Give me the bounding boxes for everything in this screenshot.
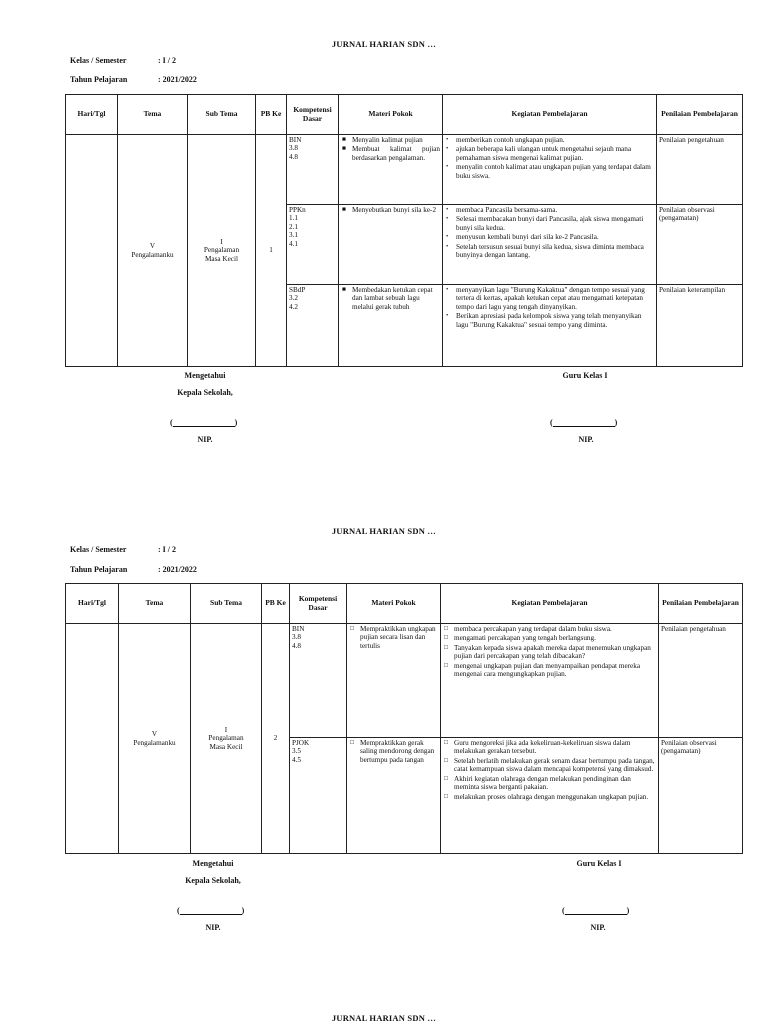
subtema-num: I (224, 725, 228, 734)
hollow-square-bullet-icon: □ (444, 792, 448, 800)
tema-cell (119, 624, 191, 854)
guru-label: Guru Kelas I (576, 859, 622, 868)
paren-close: ) (241, 906, 245, 915)
square-bullet-icon: ■ (342, 136, 346, 143)
kepala-signature-line (170, 418, 237, 427)
table-row (66, 624, 743, 738)
materi-cell (347, 738, 441, 854)
penilaian-cell: Penilaian observasi (pengamatan) (659, 738, 743, 854)
guru-signature-line (562, 906, 629, 915)
kd-code: 4.2 (289, 302, 298, 311)
kegiatan-text: membaca percakapan yang terdapat dalam buku siswa. (454, 625, 612, 633)
col-kegiatan: Kegiatan Pembelajaran (443, 95, 657, 135)
subtema-name1: Pengalaman (208, 734, 244, 743)
journal-2-tahun (70, 565, 197, 574)
col-pb: PB Ke (262, 584, 290, 624)
materi-text: Mempraktikkan gerak saling mendorong dengan bertumpu pada tangan (360, 739, 435, 764)
signature-blank (553, 419, 615, 427)
disc-bullet-icon: • (446, 312, 449, 320)
kegiatan-cell (441, 738, 659, 854)
hollow-square-bullet-icon: □ (350, 739, 354, 746)
kegiatan-text: ajukan beberapa kali ulangan untuk mengetahui sejauh mana pemahaman siswa mengenai kalimat pujian. (456, 145, 632, 162)
kd-code: 3.5 (292, 747, 301, 756)
list-item (443, 775, 656, 792)
tema-num: V (151, 730, 158, 739)
col-materi: Materi Pokok (347, 584, 441, 624)
kd-cell (290, 738, 347, 854)
kegiatan-text: membaca Pancasila bersama-sama. (456, 206, 558, 214)
subtema-cell (188, 135, 256, 367)
col-subtema: Sub Tema (191, 584, 262, 624)
signature-blank (173, 419, 235, 427)
kepala-label: Kepala Sekolah, (185, 876, 241, 885)
mengetahui-label: Mengetahui (184, 371, 226, 380)
hollow-square-bullet-icon: □ (444, 756, 448, 764)
journal-1-kelas (70, 56, 176, 65)
list-item (349, 625, 438, 650)
list-item (349, 739, 438, 764)
tema-cell (118, 135, 188, 367)
materi-text: Mempraktikkan ungkapan pujian secara lisan dan tertulis (360, 625, 436, 650)
col-pb: PB Ke (256, 95, 287, 135)
kegiatan-text: melakukan proses olahraga dengan menggunakan ungkapan pujian. (454, 792, 649, 801)
kegiatan-text: menyalin contoh kalimat atau ungkapan pujian yang terdapat dalam buku siswa. (456, 163, 651, 180)
subtema-name2: Masa Kecil (205, 254, 238, 263)
materi-cell (339, 135, 443, 205)
kd-code: 3.2 (289, 294, 298, 303)
square-bullet-icon: ■ (342, 286, 346, 293)
kegiatan-text: Guru mengoreksi jika ada kekeliruan-kekeliruan siswa dalam melakukan gerakan tersebut. (454, 739, 631, 756)
hollow-square-bullet-icon: □ (444, 625, 448, 632)
pb-cell: 2 (262, 624, 290, 854)
kegiatan-text: menyusun kembali bunyi dari sila ke-2 Pancasila. (456, 233, 599, 242)
list-item (443, 662, 656, 679)
materi-cell (339, 205, 443, 285)
tema-name: Pengalamanku (133, 738, 176, 747)
hollow-square-bullet-icon: □ (444, 643, 448, 651)
kegiatan-text: Akhiri kegiatan olahraga dengan melakukan pendinginan dan meminta siswa berganti pakaian. (454, 774, 631, 792)
materi-text: Menyebutkan bunyi sila ke-2 (352, 206, 437, 214)
kd-code: 2.1 (289, 222, 298, 231)
kd-subject: BIN (292, 625, 305, 633)
kegiatan-cell (443, 135, 657, 205)
disc-bullet-icon: • (446, 242, 449, 250)
kd-cell (290, 624, 347, 738)
tema-name: Pengalamanku (131, 250, 174, 259)
materi-text: Menyalin kalimat pujian (352, 136, 423, 144)
kd-cell (287, 285, 339, 367)
paren-close: ) (234, 418, 238, 427)
kd-code: 4.1 (289, 239, 298, 248)
kelas-value: : I / 2 (158, 56, 176, 65)
kepala-label: Kepala Sekolah, (177, 388, 233, 397)
kegiatan-text: Selesai membacakan bunyi dari Pancasila, ajak siswa mengamati bunyi sila kedua. (456, 215, 644, 232)
guru-nip: NIP. (590, 923, 606, 932)
guru-label: Guru Kelas I (562, 371, 608, 380)
kegiatan-text: mengamati percakapan yang tengah berlangsung. (454, 634, 596, 643)
list-item (445, 243, 654, 260)
paren-open: ( (177, 906, 180, 915)
subtema-name1: Pengalaman (203, 246, 240, 255)
signature-blank (180, 907, 242, 915)
col-kegiatan: Kegiatan Pembelajaran (441, 584, 659, 624)
guru-nip: NIP. (578, 435, 594, 444)
signature-blank (565, 907, 627, 915)
kegiatan-text: Berikan apresiasi pada kelompok siswa yang telah menyanyikan lagu "Burung Kakaktua" sesuai tempo yang diminta. (456, 312, 642, 329)
kegiatan-text: Setelah tersusun sesuai bunyi sila kedua, siswa diminta membaca bunyinya dengan lantang. (456, 242, 644, 260)
kelas-value: : I / 2 (158, 545, 176, 554)
kegiatan-cell (443, 205, 657, 285)
disc-bullet-icon: • (446, 145, 449, 153)
list-item (341, 206, 440, 214)
col-kd: Kompetensi Dasar (287, 95, 339, 135)
disc-bullet-icon: • (446, 136, 449, 143)
list-item (341, 136, 440, 144)
square-bullet-icon: ■ (342, 145, 346, 153)
materi-cell (347, 624, 441, 738)
kd-code: 3.1 (289, 231, 298, 240)
materi-cell (339, 285, 443, 367)
tahun-value: : 2021/2022 (158, 565, 197, 574)
list-item (443, 793, 656, 801)
list-item (341, 145, 440, 162)
kelas-label: Kelas / Semester (70, 56, 127, 65)
hollow-square-bullet-icon: □ (350, 625, 354, 632)
kegiatan-text: Tanyakan kepada siswa apakah mereka dapat menemukan ungkapan pujian dari percakapan yang telah dibacakan? (454, 643, 651, 661)
kd-code: 4.8 (292, 641, 301, 650)
kegiatan-cell (441, 624, 659, 738)
kepala-signature-line (177, 906, 244, 915)
list-item (443, 739, 656, 756)
hari-cell (66, 624, 119, 854)
kepala-nip: NIP. (197, 435, 213, 444)
kd-cell (287, 135, 339, 205)
kegiatan-text: Setelah berlatih melakukan gerak senam dasar bertumpu pada tangan, catat kemampuan siswa dalam mencapai kompetensi yang dimaksud. (454, 756, 655, 774)
kd-subject: PPKn (289, 206, 306, 214)
list-item (445, 206, 654, 214)
kegiatan-text: menyanyikan lagu "Burung Kakaktua" dengan tempo sesuai yang tertera di kertas, apakah ketukan cepat atau mengamati ketepatan tempo dari lagu yang tengah dinyanyikan. (456, 286, 645, 311)
list-item (443, 644, 656, 661)
kegiatan-cell (443, 285, 657, 367)
journal-1-table (65, 94, 743, 367)
square-bullet-icon: ■ (342, 206, 346, 213)
list-item (445, 312, 654, 329)
penilaian-cell: Penilaian keterampilan (657, 285, 743, 367)
col-tema: Tema (119, 584, 191, 624)
tahun-value: : 2021/2022 (158, 75, 197, 84)
hollow-square-bullet-icon: □ (444, 634, 448, 642)
kepala-nip: NIP. (205, 923, 221, 932)
kd-code: 4.5 (292, 755, 301, 764)
mengetahui-label: Mengetahui (192, 859, 234, 868)
col-hari: Hari/Tgl (66, 584, 119, 624)
tema-num: V (149, 242, 156, 251)
col-penilaian: Penilaian Pembelajaran (657, 95, 743, 135)
tahun-label: Tahun Pelajaran (70, 75, 128, 84)
col-kd: Kompetensi Dasar (290, 584, 347, 624)
disc-bullet-icon: • (446, 215, 449, 223)
list-item (445, 145, 654, 162)
materi-text: Membedakan ketukan cepat dan lambat sebuah lagu melalui gerak tubuh (352, 286, 433, 311)
pb-cell: 1 (256, 135, 287, 367)
kegiatan-text: memberikan contoh ungkapan pujian. (456, 136, 565, 144)
col-materi: Materi Pokok (339, 95, 443, 135)
list-item (443, 757, 656, 774)
paren-close: ) (626, 906, 630, 915)
list-item (445, 215, 654, 232)
table-header-row (66, 95, 743, 135)
tahun-label: Tahun Pelajaran (70, 565, 128, 574)
disc-bullet-icon: • (446, 163, 449, 171)
journal-3-title: JURNAL HARIAN SDN … (331, 1013, 437, 1023)
materi-text: Membuat kalimat pujian berdasarkan pengalaman. (352, 145, 440, 162)
journal-2-title: JURNAL HARIAN SDN … (331, 526, 437, 536)
guru-signature-line (550, 418, 617, 427)
kd-subject: BIN (289, 136, 302, 144)
kd-subject: SBdP (289, 286, 306, 294)
list-item (341, 286, 440, 311)
paren-open: ( (170, 418, 173, 427)
disc-bullet-icon: • (446, 286, 449, 293)
kelas-label: Kelas / Semester (70, 545, 127, 554)
list-item (443, 634, 656, 642)
col-penilaian: Penilaian Pembelajaran (659, 584, 743, 624)
penilaian-cell: Penilaian pengetahuan (659, 624, 743, 738)
journal-1-tahun (70, 75, 197, 84)
kd-code: 3.8 (292, 633, 301, 642)
penilaian-cell: Penilaian pengetahuan (657, 135, 743, 205)
paren-open: ( (562, 906, 565, 915)
paren-open: ( (550, 418, 553, 427)
kd-code: 3.8 (289, 144, 298, 153)
list-item (445, 286, 654, 311)
hari-cell (66, 135, 118, 367)
subtema-num: I (220, 237, 223, 246)
subtema-name2: Masa Kecil (209, 742, 243, 751)
journal-2-table (65, 583, 743, 854)
kegiatan-text: mengenai ungkapan pujian dan menyampaikan pendapat mereka mengenai cara mengungkapkan pujian. (454, 661, 641, 679)
disc-bullet-icon: • (446, 206, 449, 213)
penilaian-cell: Penilaian observasi (pengamatan) (657, 205, 743, 285)
hollow-square-bullet-icon: □ (444, 774, 448, 782)
list-item (445, 163, 654, 180)
kd-subject: PJOK (292, 739, 310, 747)
table-row (66, 135, 743, 205)
paren-close: ) (614, 418, 618, 427)
col-hari: Hari/Tgl (66, 95, 118, 135)
list-item (443, 625, 656, 633)
hollow-square-bullet-icon: □ (444, 661, 448, 669)
col-tema: Tema (118, 95, 188, 135)
table-header-row (66, 584, 743, 624)
kd-code: 1.1 (289, 214, 298, 223)
list-item (445, 136, 654, 144)
hollow-square-bullet-icon: □ (444, 739, 448, 746)
col-subtema: Sub Tema (188, 95, 256, 135)
subtema-cell (191, 624, 262, 854)
disc-bullet-icon: • (446, 233, 449, 241)
journal-1-title: JURNAL HARIAN SDN … (331, 39, 437, 49)
journal-2-kelas (70, 545, 176, 554)
kd-cell (287, 205, 339, 285)
kd-code: 4.8 (289, 152, 298, 161)
list-item (445, 233, 654, 241)
